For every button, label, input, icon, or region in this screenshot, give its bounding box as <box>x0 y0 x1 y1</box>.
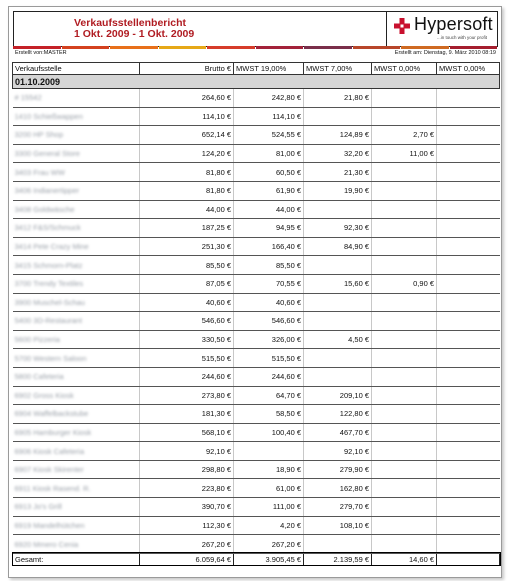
column-header-verkaufsstelle: Verkaufsstelle <box>13 63 140 75</box>
mwst-7-cell: 32,20 € <box>304 144 372 163</box>
table-totals <box>13 553 500 565</box>
report-period: 1 Okt. 2009 - 1 Okt. 2009 <box>74 28 195 40</box>
outlet-name <box>13 349 140 368</box>
brutto-cell: 187,25 € <box>140 219 234 238</box>
mwst-7-cell: 19,90 € <box>304 181 372 200</box>
outlet-name-text: 3412 F&S/Schmuck <box>14 223 81 233</box>
mwst-19-cell: 546,60 € <box>234 312 304 331</box>
table-row <box>13 89 500 108</box>
mwst-7-cell: 467,70 € <box>304 423 372 442</box>
brutto-cell: 244,60 € <box>140 367 234 386</box>
brutto-cell: 652,14 € <box>140 126 234 145</box>
mwst-19-cell: 81,00 € <box>234 144 304 163</box>
mwst-19-cell: 58,50 € <box>234 405 304 424</box>
mwst-7-cell: 279,90 € <box>304 460 372 479</box>
mwst-19-cell: 111,00 € <box>234 498 304 517</box>
outlet-name <box>13 237 140 256</box>
mwst-7-cell <box>304 293 372 312</box>
mwst-19-cell: 242,80 € <box>234 89 304 108</box>
mwst-0-b-cell <box>437 386 500 405</box>
mwst-7-cell: 21,80 € <box>304 89 372 108</box>
mwst-7-cell <box>304 256 372 275</box>
outlet-name-text: 3403 Frau WW <box>14 167 65 177</box>
color-bar-segment <box>159 46 207 49</box>
mwst-7-cell: 122,80 € <box>304 405 372 424</box>
mwst-7-cell: 21,30 € <box>304 163 372 182</box>
brutto-cell: 44,00 € <box>140 200 234 219</box>
mwst-0-a-cell <box>372 256 437 275</box>
table-row <box>13 293 500 312</box>
table-row <box>13 181 500 200</box>
mwst-7-cell: 108,10 € <box>304 516 372 535</box>
mwst-0-a-cell: 2,70 € <box>372 126 437 145</box>
color-bar-segment <box>353 46 401 49</box>
created-at: Erstellt am: Dienstag, 9. März 2010 08:19 <box>394 50 496 56</box>
total-mwst-0-a: 14,60 € <box>372 553 437 565</box>
outlet-name-text: 1410 Schießwappen <box>14 111 83 121</box>
mwst-19-cell: 267,20 € <box>234 535 304 554</box>
table-row <box>13 423 500 442</box>
mwst-0-b-cell <box>437 107 500 126</box>
mwst-0-a-cell <box>372 442 437 461</box>
outlet-name-text: 6919 Mandelhütchen <box>14 520 85 530</box>
mwst-0-b-cell <box>437 256 500 275</box>
total-mwst-0-b <box>437 553 500 565</box>
table-row <box>13 312 500 331</box>
outlet-name-text: 3700 Trendy Textiles <box>14 279 84 289</box>
mwst-7-cell <box>304 535 372 554</box>
mwst-0-b-cell <box>437 479 500 498</box>
brutto-cell: 112,30 € <box>140 516 234 535</box>
table-row <box>13 330 500 349</box>
mwst-0-a-cell <box>372 181 437 200</box>
mwst-0-a-cell: 0,90 € <box>372 274 437 293</box>
mwst-7-cell: 124,89 € <box>304 126 372 145</box>
outlet-name <box>13 535 140 554</box>
mwst-0-b-cell <box>437 293 500 312</box>
report-header <box>13 11 498 47</box>
table-header <box>13 63 500 89</box>
mwst-0-a-cell <box>372 330 437 349</box>
mwst-19-cell: 94,95 € <box>234 219 304 238</box>
mwst-7-cell: 84,90 € <box>304 237 372 256</box>
mwst-0-b-cell <box>437 330 500 349</box>
column-header-mwst-0-a: MWST 0,00% <box>372 63 437 75</box>
mwst-7-cell <box>304 107 372 126</box>
mwst-0-a-cell <box>372 293 437 312</box>
hypersoft-logo <box>386 12 498 46</box>
mwst-0-b-cell <box>437 367 500 386</box>
outlet-name <box>13 163 140 182</box>
mwst-0-b-cell <box>437 442 500 461</box>
color-bar-segment <box>13 46 61 49</box>
mwst-19-cell: 326,00 € <box>234 330 304 349</box>
outlet-name <box>13 312 140 331</box>
table-row <box>13 200 500 219</box>
color-bar-segment <box>110 46 158 49</box>
table-row <box>13 274 500 293</box>
table-row <box>13 498 500 517</box>
report-page <box>8 6 502 578</box>
outlet-name <box>13 219 140 238</box>
mwst-7-cell <box>304 367 372 386</box>
brutto-cell: 267,20 € <box>140 535 234 554</box>
outlet-name-text: 5600 Pizzeria <box>14 335 60 345</box>
table-body <box>13 89 500 554</box>
brand-tagline: ...in touch with your profit <box>437 35 488 40</box>
mwst-19-cell: 61,00 € <box>234 479 304 498</box>
mwst-7-cell: 92,10 € <box>304 442 372 461</box>
mwst-0-b-cell <box>437 312 500 331</box>
column-header-brutto: Brutto € <box>140 63 234 75</box>
mwst-0-a-cell <box>372 405 437 424</box>
mwst-0-b-cell <box>437 200 500 219</box>
table-row <box>13 107 500 126</box>
outlet-name <box>13 367 140 386</box>
brutto-cell: 251,30 € <box>140 237 234 256</box>
mwst-19-cell: 18,90 € <box>234 460 304 479</box>
outlet-name-text: 5400 3D-Restaurant <box>14 316 83 326</box>
mwst-19-cell: 100,40 € <box>234 423 304 442</box>
total-brutto: 6.059,64 € <box>140 553 234 565</box>
mwst-19-cell: 4,20 € <box>234 516 304 535</box>
mwst-19-cell: 85,50 € <box>234 256 304 275</box>
table-row <box>13 219 500 238</box>
mwst-0-a-cell <box>372 367 437 386</box>
mwst-0-b-cell <box>437 89 500 108</box>
outlet-name <box>13 89 140 108</box>
mwst-19-cell: 244,60 € <box>234 367 304 386</box>
mwst-19-cell: 114,10 € <box>234 107 304 126</box>
mwst-0-a-cell <box>372 516 437 535</box>
outlet-name-text: 3406 Indianertipper <box>14 186 80 196</box>
date-group-label: 01.10.2009 <box>13 75 500 89</box>
brutto-cell: 40,60 € <box>140 293 234 312</box>
brutto-cell: 390,70 € <box>140 498 234 517</box>
table-row <box>13 163 500 182</box>
outlet-name <box>13 181 140 200</box>
table-row <box>13 126 500 145</box>
mwst-0-a-cell <box>372 237 437 256</box>
brutto-cell: 264,60 € <box>140 89 234 108</box>
brutto-cell: 223,80 € <box>140 479 234 498</box>
brutto-cell: 92,10 € <box>140 442 234 461</box>
outlet-name-text: 6906 Kiosk Cafeteria <box>14 446 85 456</box>
mwst-7-cell: 92,30 € <box>304 219 372 238</box>
brutto-cell: 181,30 € <box>140 405 234 424</box>
mwst-0-b-cell <box>437 237 500 256</box>
outlet-name-text: 3408 Goldwäsche <box>14 204 75 214</box>
column-header-mwst-19: MWST 19,00% <box>234 63 304 75</box>
mwst-19-cell: 524,55 € <box>234 126 304 145</box>
outlet-name-text: 6905 Hamburger Kiosk <box>14 427 92 437</box>
mwst-0-a-cell <box>372 479 437 498</box>
brutto-cell: 87,05 € <box>140 274 234 293</box>
mwst-19-cell: 44,00 € <box>234 200 304 219</box>
column-header-mwst-7: MWST 7,00% <box>304 63 372 75</box>
brutto-cell: 330,50 € <box>140 330 234 349</box>
brutto-cell: 515,50 € <box>140 349 234 368</box>
mwst-0-b-cell <box>437 460 500 479</box>
outlet-name-text: 6902 Gross Kiosk <box>14 390 74 400</box>
outlet-name-text: 5800 Cafeteria <box>14 372 64 382</box>
report-title-block <box>74 18 194 40</box>
table-row <box>13 460 500 479</box>
mwst-0-a-cell <box>372 107 437 126</box>
brutto-cell: 85,50 € <box>140 256 234 275</box>
brutto-cell: 298,80 € <box>140 460 234 479</box>
brand-name: Hypersoft <box>414 14 493 34</box>
totals-label: Gesamt: <box>13 553 140 565</box>
mwst-0-a-cell <box>372 349 437 368</box>
table-row <box>13 405 500 424</box>
brand-color-bar <box>13 46 498 49</box>
mwst-0-a-cell <box>372 312 437 331</box>
outlet-name-text: 6913 Jo's Grill <box>14 502 62 512</box>
color-bar-segment <box>256 46 304 49</box>
total-mwst-7: 2.139,59 € <box>304 553 372 565</box>
brutto-cell: 114,10 € <box>140 107 234 126</box>
outlet-name <box>13 405 140 424</box>
mwst-19-cell <box>234 442 304 461</box>
outlet-name <box>13 460 140 479</box>
table-row <box>13 367 500 386</box>
created-by: Erstellt von:MASTER <box>15 50 67 56</box>
brutto-cell: 124,20 € <box>140 144 234 163</box>
mwst-7-cell: 162,80 € <box>304 479 372 498</box>
color-bar-segment <box>450 46 498 49</box>
mwst-0-a-cell <box>372 498 437 517</box>
brutto-cell: 81,80 € <box>140 181 234 200</box>
outlet-name-text: 3200 HP Shop <box>14 130 64 140</box>
mwst-0-b-cell <box>437 423 500 442</box>
sales-table <box>12 62 500 566</box>
total-mwst-19: 3.905,45 € <box>234 553 304 565</box>
mwst-7-cell: 279,70 € <box>304 498 372 517</box>
outlet-name-text: 6920 Mmero Cenia <box>14 539 79 549</box>
mwst-0-a-cell <box>372 386 437 405</box>
table-row <box>13 386 500 405</box>
outlet-name-text: 6907 Kiosk Skirenter <box>14 465 84 475</box>
mwst-0-a-cell <box>372 423 437 442</box>
mwst-7-cell <box>304 312 372 331</box>
hypersoft-mark-icon <box>394 18 410 34</box>
mwst-19-cell: 166,40 € <box>234 237 304 256</box>
outlet-name-text: # 15542 <box>14 93 42 103</box>
mwst-0-b-cell <box>437 516 500 535</box>
mwst-7-cell: 15,60 € <box>304 274 372 293</box>
mwst-0-b-cell <box>437 274 500 293</box>
table-row <box>13 535 500 554</box>
outlet-name-text: 3414 Pete Crazy Mine <box>14 242 89 252</box>
table-row <box>13 516 500 535</box>
mwst-7-cell <box>304 349 372 368</box>
outlet-name <box>13 516 140 535</box>
brutto-cell: 546,60 € <box>140 312 234 331</box>
outlet-name-text: 6904 Waffelbackstube <box>14 409 89 419</box>
table-row <box>13 479 500 498</box>
table-row <box>13 349 500 368</box>
outlet-name-text: 3415 Schmorn-Platz <box>14 260 83 270</box>
outlet-name <box>13 256 140 275</box>
mwst-0-a-cell: 11,00 € <box>372 144 437 163</box>
mwst-0-a-cell <box>372 200 437 219</box>
outlet-name <box>13 293 140 312</box>
outlet-name-text: 3900 Muschel-Schau <box>14 297 85 307</box>
mwst-0-b-cell <box>437 181 500 200</box>
mwst-0-a-cell <box>372 535 437 554</box>
outlet-name <box>13 274 140 293</box>
mwst-19-cell: 40,60 € <box>234 293 304 312</box>
outlet-name <box>13 107 140 126</box>
mwst-0-a-cell <box>372 163 437 182</box>
table-row <box>13 144 500 163</box>
outlet-name-text: 3300 General Store <box>14 149 80 159</box>
mwst-19-cell: 61,90 € <box>234 181 304 200</box>
mwst-0-b-cell <box>437 126 500 145</box>
color-bar-segment <box>62 46 110 49</box>
mwst-7-cell: 4,50 € <box>304 330 372 349</box>
column-header-mwst-0-b: MWST 0,00% <box>437 63 500 75</box>
mwst-7-cell <box>304 200 372 219</box>
outlet-name-text: 5700 Western Saloon <box>14 353 87 363</box>
mwst-0-b-cell <box>437 349 500 368</box>
brutto-cell: 81,80 € <box>140 163 234 182</box>
color-bar-segment <box>304 46 352 49</box>
mwst-0-a-cell <box>372 460 437 479</box>
mwst-0-b-cell <box>437 163 500 182</box>
mwst-0-b-cell <box>437 405 500 424</box>
mwst-0-a-cell <box>372 219 437 238</box>
outlet-name <box>13 423 140 442</box>
outlet-name <box>13 386 140 405</box>
mwst-19-cell: 60,50 € <box>234 163 304 182</box>
mwst-0-b-cell <box>437 219 500 238</box>
mwst-0-b-cell <box>437 144 500 163</box>
table-row <box>13 237 500 256</box>
mwst-0-b-cell <box>437 498 500 517</box>
brutto-cell: 568,10 € <box>140 423 234 442</box>
brutto-cell: 273,80 € <box>140 386 234 405</box>
outlet-name <box>13 330 140 349</box>
table-row <box>13 256 500 275</box>
outlet-name <box>13 479 140 498</box>
mwst-19-cell: 515,50 € <box>234 349 304 368</box>
outlet-name <box>13 442 140 461</box>
outlet-name <box>13 126 140 145</box>
mwst-0-b-cell <box>437 535 500 554</box>
outlet-name <box>13 144 140 163</box>
table-row <box>13 442 500 461</box>
outlet-name <box>13 498 140 517</box>
mwst-19-cell: 70,55 € <box>234 274 304 293</box>
color-bar-segment <box>401 46 449 49</box>
outlet-name-text: 6911 Kiosk Rasend. R. <box>14 483 91 493</box>
color-bar-segment <box>207 46 255 49</box>
outlet-name <box>13 200 140 219</box>
mwst-19-cell: 64,70 € <box>234 386 304 405</box>
mwst-7-cell: 209,10 € <box>304 386 372 405</box>
mwst-0-a-cell <box>372 89 437 108</box>
report-title: Verkaufsstellenbericht <box>74 17 187 29</box>
